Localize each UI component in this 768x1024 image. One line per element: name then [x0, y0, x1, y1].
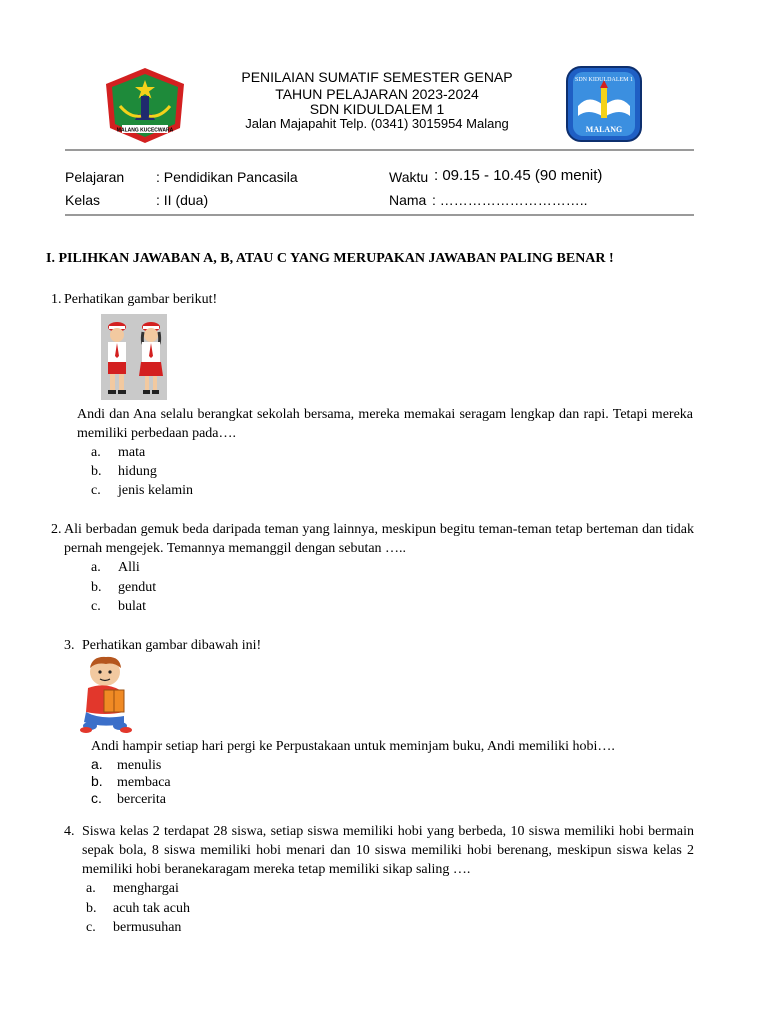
option-text: acuh tak acuh: [113, 901, 190, 916]
header-school: SDN KIDULDALEM 1: [309, 101, 445, 117]
question-1-text: Andi dan Ana selalu berangkat sekolah bersama, mereka memakai seragam lengkap dan rapi. Tetapi mereka memiliki perbedaan pada….: [77, 407, 693, 441]
option-letter: a.: [86, 881, 96, 896]
question-1-option-a[interactable]: [91, 445, 145, 461]
option-letter: c.: [91, 599, 101, 614]
option-letter: c.: [91, 483, 101, 498]
option-text: membaca: [117, 775, 171, 790]
option-letter: c.: [86, 920, 96, 935]
question-4-option-a[interactable]: [86, 881, 179, 897]
logo-right-bottom: MALANG: [585, 125, 623, 134]
question-1-number: 1.: [51, 292, 62, 307]
question-3-number: 3.: [64, 638, 75, 653]
question-2-option-c[interactable]: [91, 599, 146, 615]
malang-city-logo: [104, 66, 186, 144]
name-label: Nama: [389, 192, 427, 208]
class-value: : II (dua): [156, 192, 209, 208]
option-text: bercerita: [117, 792, 166, 807]
subject-value: : Pendidikan Pancasila: [156, 169, 298, 185]
option-letter: a.: [91, 445, 101, 460]
option-letter: b.: [86, 901, 97, 916]
question-3-option-a[interactable]: [91, 756, 161, 774]
header-address: Jalan Majapahit Telp. (0341) 3015954 Malang: [245, 116, 509, 131]
section-title: I. PILIHKAN JAWABAN A, B, ATAU C YANG MERUPAKAN JAWABAN PALING BENAR !: [46, 251, 614, 266]
header-divider: [65, 149, 694, 151]
option-text: jenis kelamin: [118, 483, 194, 498]
option-letter: a.: [91, 560, 101, 575]
option-text: Alli: [118, 560, 140, 575]
boy-reading-picture: [80, 654, 134, 734]
header-title: PENILAIAN SUMATIF SEMESTER GENAP: [241, 69, 513, 85]
logo-left-text: MALANG KUCECWARA: [116, 127, 174, 134]
question-4-option-b[interactable]: [86, 901, 190, 917]
option-text: hidung: [118, 464, 157, 479]
question-2-option-b[interactable]: [91, 580, 156, 596]
question-2-text-content: Ali berbadan gemuk beda daripada teman yang lainnya, meskipun begitu teman-teman tetap berteman dan tidak pernah mengejek. Temannya memanggil dengan sebutan …..: [64, 522, 694, 556]
question-3-text: Andi hampir setiap hari pergi ke Perpustakaan untuk meminjam buku, Andi memiliki hobi….: [91, 739, 615, 754]
question-1-option-b[interactable]: [91, 464, 157, 480]
option-letter: b.: [91, 580, 102, 595]
subject-label: Pelajaran: [65, 169, 125, 185]
option-letter: c.: [91, 790, 102, 806]
question-3-intro: Perhatikan gambar dibawah ini!: [82, 638, 262, 653]
option-letter: b.: [91, 464, 102, 479]
students-uniform-picture: [101, 314, 167, 400]
info-divider: [65, 214, 694, 216]
logo-right-top: SDN KIDULDALEM 1: [575, 77, 633, 83]
school-logo: [566, 66, 642, 142]
question-2-text: [64, 520, 694, 558]
option-text: bulat: [118, 599, 146, 614]
question-2-number: 2.: [51, 522, 62, 537]
question-4-option-c[interactable]: [86, 920, 181, 936]
question-2-option-a[interactable]: [91, 560, 140, 576]
option-text: menghargai: [113, 881, 179, 896]
header-year: TAHUN PELAJARAN 2023-2024: [275, 86, 479, 102]
option-text: gendut: [118, 580, 157, 595]
option-text: mata: [118, 445, 146, 460]
question-4-text: Siswa kelas 2 terdapat 28 siswa, setiap siswa memiliki hobi yang berbeda, 10 siswa memiliki hobi bermain sepak bola, 8 siswa memiliki hobi menari dan 10 siswa memiliki hobi berenang, meskipun siswa kelas 2 memiliki hobi beranekaragam mereka tetap memiliki sikap saling ….: [82, 824, 694, 877]
question-4-number: 4.: [64, 824, 75, 839]
question-1-intro: Perhatikan gambar berikut!: [64, 292, 218, 307]
option-letter: b.: [91, 773, 103, 789]
question-3-option-c[interactable]: [91, 790, 166, 808]
option-text: bermusuhan: [113, 920, 182, 935]
option-letter: a.: [91, 756, 103, 772]
class-label: Kelas: [65, 192, 101, 208]
name-value: : …………………………..: [432, 192, 588, 208]
question-1-option-c[interactable]: [91, 483, 193, 499]
option-text: menulis: [117, 758, 162, 773]
time-label: Waktu: [389, 169, 429, 185]
time-value: : 09.15 - 10.45 (90 menit): [434, 167, 603, 184]
question-3-option-b[interactable]: [91, 773, 171, 791]
